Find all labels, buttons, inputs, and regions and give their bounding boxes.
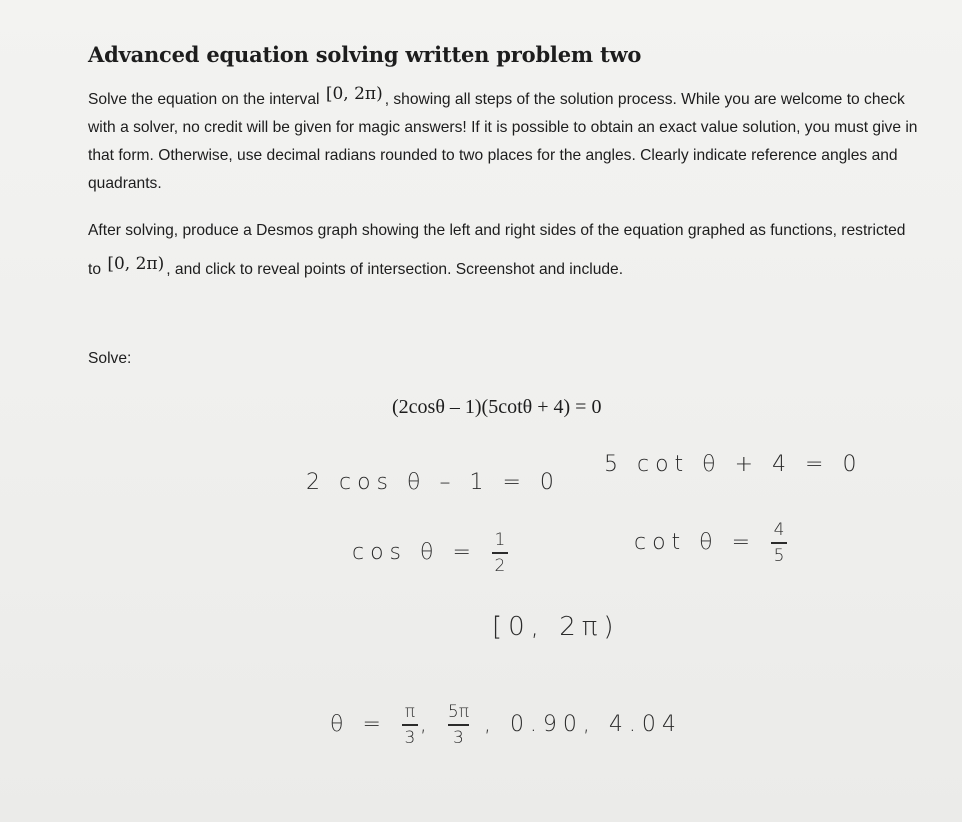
answer-fraction-2: [448, 702, 469, 748]
cos-step-fraction: [492, 530, 508, 576]
desmos-text-end: , and click to reveal points of intersection. Screenshot and include.: [166, 261, 624, 278]
handwritten-interval: [0, 2π): [492, 612, 620, 642]
answer-decimals: , 0.90, 4.04: [483, 711, 682, 737]
given-equation: (2cosθ – 1)(5cotθ + 4) = 0: [392, 396, 602, 418]
handwritten-left-equation: 2 cos θ – 1 = 0: [306, 470, 560, 495]
fraction-bar: [402, 724, 418, 726]
fraction-bar: [771, 542, 787, 544]
handwritten-cos-step: [352, 530, 510, 576]
fraction-denominator: 2: [494, 555, 506, 576]
instructions-text-end: , showing all steps of the solution process. While you are welcome to check with a solver, no credit will be given for magic answers! If it is possible to obtain an exact value solution, you must give in that form. Otherwise, use decimal radians rounded to two places for the angles. Clearly indicate reference angles and quadrants.: [88, 91, 918, 192]
interval-notation: [0, 2π): [325, 84, 383, 104]
desmos-text-start: After solving, produce a Desmos graph showing the left and right sides of the equation graphed as functions, restricted to: [88, 222, 906, 278]
fraction-numerator: 5π: [447, 702, 469, 722]
fraction-bar: [492, 552, 508, 554]
desmos-instructions-paragraph: [88, 212, 918, 289]
instructions-paragraph: [88, 85, 918, 198]
page-title: Advanced equation solving written problem two: [88, 42, 642, 67]
answer-prefix: θ =: [330, 711, 387, 737]
fraction-bar: [448, 724, 469, 726]
solve-label: Solve:: [88, 350, 132, 367]
fraction-numerator: 4: [773, 520, 785, 540]
fraction-numerator: 1: [494, 530, 506, 550]
handwritten-cot-step: [634, 520, 789, 566]
cot-step-prefix: cot θ =: [634, 529, 757, 555]
cos-step-prefix: cos θ =: [352, 539, 477, 565]
answer-fraction-1: [402, 702, 418, 748]
handwritten-right-equation: 5 cot θ + 4 = 0: [604, 452, 863, 477]
fraction-numerator: π: [404, 702, 416, 722]
fraction-denominator: 5: [773, 545, 785, 566]
handwritten-answer: θ = $\frac{\pi}{3}$ , $\frac{5\pi}{3}$ , 0.90, 4.04: [330, 702, 682, 748]
cot-step-fraction: [771, 520, 787, 566]
instructions-text-start: Solve the equation on the interval: [88, 91, 320, 108]
fraction-denominator: 3: [404, 727, 416, 748]
interval-notation-2: [0, 2π): [107, 254, 165, 274]
fraction-denominator: 3: [453, 727, 464, 748]
